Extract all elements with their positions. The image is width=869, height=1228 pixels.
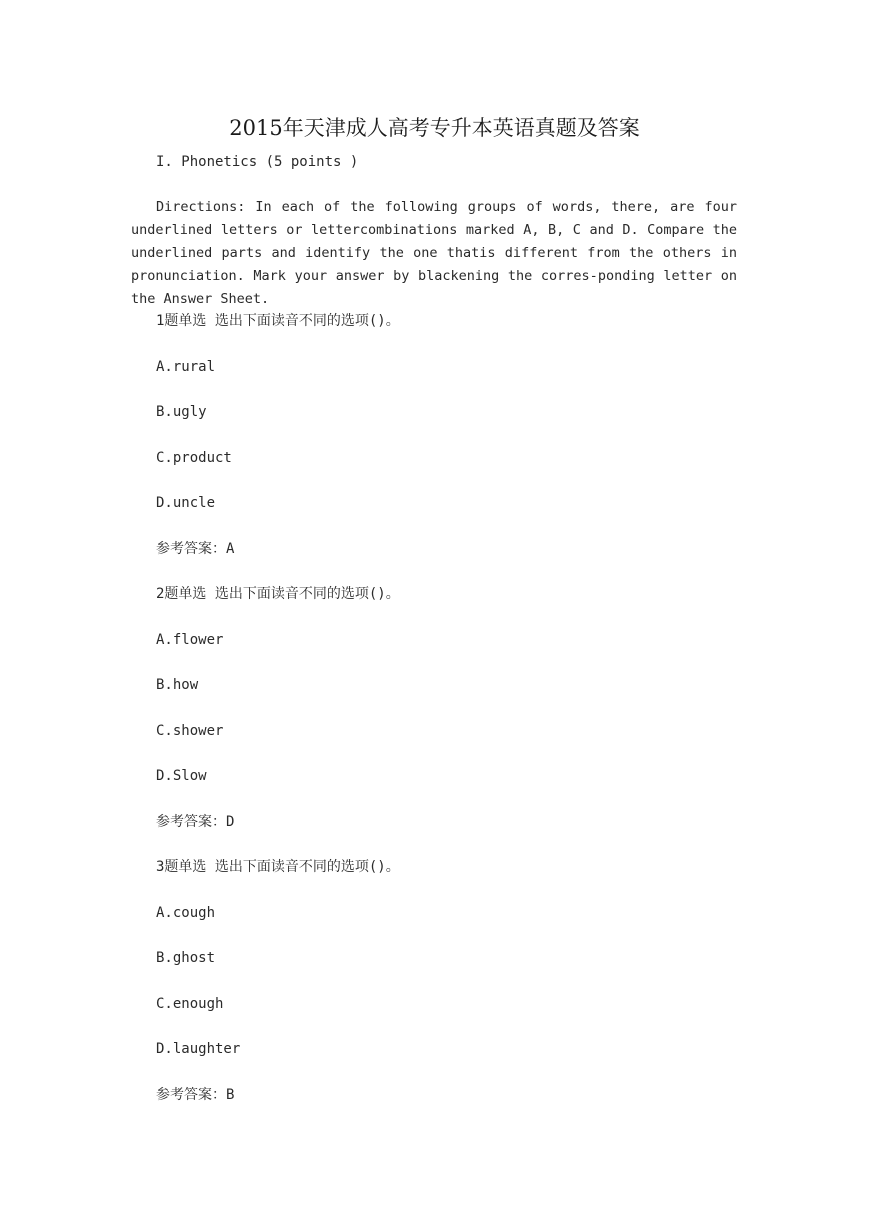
option-b: B.ugly — [156, 404, 207, 420]
option-d: D.laughter — [156, 1041, 241, 1057]
reference-answer: 参考答案：A — [156, 541, 235, 557]
option-b: B.ghost — [156, 950, 216, 966]
section-heading: I. Phonetics (5 points ) — [156, 154, 359, 170]
option-d: D.uncle — [156, 495, 216, 511]
option-a: A.flower — [156, 632, 224, 648]
question-prompt: 3题单选 选出下面读音不同的选项()。 — [156, 859, 400, 875]
option-c: C.enough — [156, 996, 224, 1012]
option-b: B.how — [156, 677, 199, 693]
question-prompt: 2题单选 选出下面读音不同的选项()。 — [156, 586, 400, 602]
reference-answer: 参考答案：B — [156, 1087, 235, 1103]
option-a: A.cough — [156, 905, 216, 921]
option-a: A.rural — [156, 359, 216, 375]
option-d: D.Slow — [156, 768, 207, 784]
directions-paragraph: Directions: In each of the following groups of words, there, are four underlined letters or lettercombinations marked A, B, C and D. Compare the underlined parts and identify the one thatis different from the others in pronunciation. Mark your answer by blackening the corres-ponding letter on the Answer Sheet. — [131, 199, 737, 307]
reference-answer: 参考答案：D — [156, 814, 235, 830]
question-prompt: 1题单选 选出下面读音不同的选项()。 — [156, 313, 400, 329]
option-c: C.shower — [156, 723, 224, 739]
document-title: 2015年天津成人高考专升本英语真题及答案 — [229, 116, 640, 140]
option-c: C.product — [156, 450, 232, 466]
